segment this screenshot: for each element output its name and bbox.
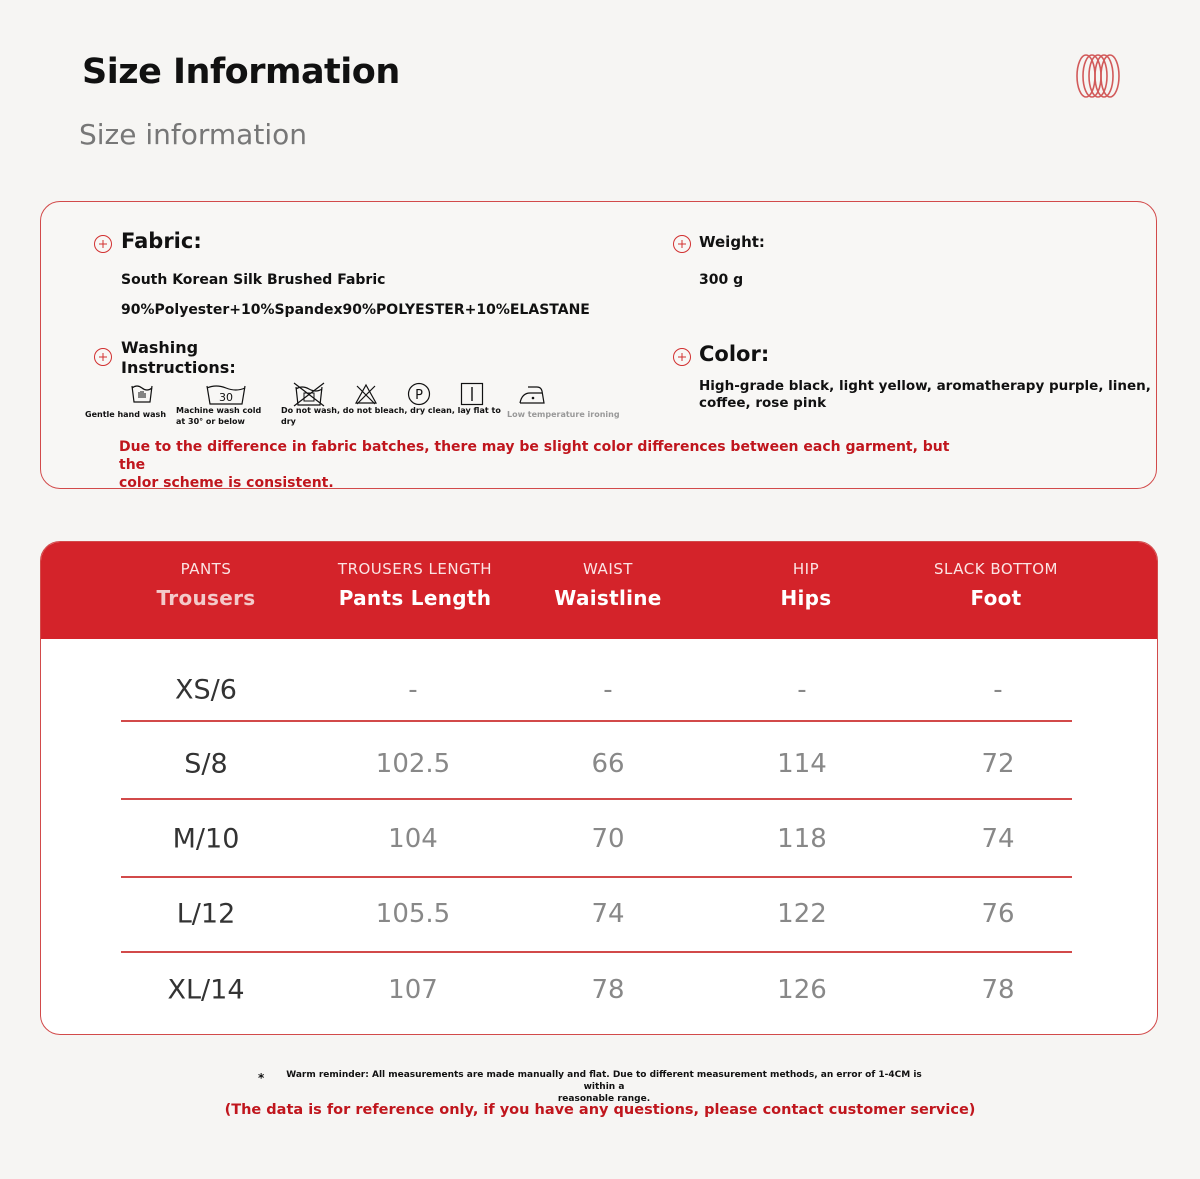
size-cell: XS/6: [175, 674, 237, 705]
page-title: Size Information: [82, 52, 400, 92]
column-header-hip: [696, 560, 916, 610]
machine-wash-caption-line2: at 30° or below: [176, 417, 245, 426]
size-cell: L/12: [176, 898, 236, 929]
color-value-line2: coffee, rose pink: [699, 395, 827, 411]
waist-cell: 74: [591, 898, 625, 929]
wash-temperature: 30: [219, 391, 233, 404]
machine-wash-caption: [176, 405, 276, 427]
dry-clean-letter: P: [415, 388, 423, 403]
plus-circle-icon: [673, 235, 691, 253]
washing-label-line1: Washing: [121, 338, 199, 357]
size-cell: XL/14: [167, 974, 245, 1005]
plus-circle-icon: [94, 348, 112, 366]
column-header-label: Pants Length: [338, 586, 492, 610]
length-cell: 102.5: [375, 748, 451, 779]
column-header-label: Waistline: [554, 586, 662, 610]
plus-circle-icon: [94, 235, 112, 253]
column-header-pants: [96, 560, 316, 610]
notice-line2: color scheme is consistent.: [119, 475, 334, 491]
weight-value: 300 g: [699, 272, 744, 288]
iron-caption: Low temperature ironing: [507, 410, 620, 419]
foot-cell: 78: [981, 974, 1015, 1005]
waist-cell: -: [603, 674, 613, 705]
column-header-waist: [498, 560, 718, 610]
hip-cell: 122: [777, 898, 827, 929]
table-row: [41, 652, 1157, 727]
foot-cell: 76: [981, 898, 1015, 929]
hip-cell: 126: [777, 974, 827, 1005]
column-header-label: Hips: [780, 586, 832, 610]
dry-clean-caption: [281, 405, 511, 427]
color-label: Color:: [699, 342, 770, 366]
foot-cell: -: [993, 674, 1003, 705]
size-table: [40, 541, 1158, 1035]
rings-logo-icon: [1074, 52, 1122, 100]
column-header-label: Trousers: [156, 586, 256, 610]
notice-line1: Due to the difference in fabric batches, there may be slight color differences between each garment, but the: [119, 439, 950, 473]
machine-wash-30-icon: [205, 382, 247, 406]
table-row: [41, 952, 1157, 1027]
length-cell: 107: [388, 974, 438, 1005]
size-cell: M/10: [172, 823, 240, 854]
do-not-bleach-icon: [354, 383, 378, 405]
washing-label: [121, 338, 236, 378]
weight-label: Weight:: [699, 233, 765, 251]
dry-clean-icon: [407, 382, 431, 406]
column-header-en: HIP: [792, 560, 820, 578]
fabric-composition: 90%Polyester+10%Spandex90%POLYESTER+10%ELASTANE: [121, 302, 590, 318]
column-header-en: PANTS: [180, 560, 232, 578]
dry-clean-caption-line1: Do not wash, do not bleach, dry clean, lay flat to: [281, 406, 501, 415]
table-row: [41, 801, 1157, 876]
column-header-label: Foot: [970, 586, 1022, 610]
size-cell: S/8: [184, 748, 228, 779]
low-temperature-iron-icon: [518, 383, 546, 405]
waist-cell: 66: [591, 748, 625, 779]
waist-cell: 78: [591, 974, 625, 1005]
table-row: [41, 726, 1157, 801]
lay-flat-dry-icon: [460, 382, 484, 406]
length-cell: 105.5: [375, 898, 451, 929]
table-row: [41, 876, 1157, 951]
column-header-length: [305, 560, 525, 610]
hip-cell: 114: [777, 748, 827, 779]
foot-cell: 74: [981, 823, 1015, 854]
measurement-reminder: [280, 1069, 928, 1105]
machine-wash-caption-line1: Machine wash cold: [176, 406, 262, 415]
foot-cell: 72: [981, 748, 1015, 779]
hand-wash-icon: [130, 382, 154, 404]
color-value: [699, 378, 1151, 412]
color-difference-notice: [119, 438, 979, 492]
column-header-foot: [886, 560, 1106, 610]
reminder-line1: Warm reminder: All measurements are made manually and flat. Due to different measurement methods, an error of 1-4CM is within a: [286, 1070, 922, 1092]
length-cell: -: [408, 674, 418, 705]
hip-cell: -: [797, 674, 807, 705]
column-header-en: SLACK BOTTOM: [934, 560, 1058, 578]
row-divider: [121, 720, 1072, 722]
length-cell: 104: [388, 823, 438, 854]
plus-circle-icon: [673, 348, 691, 366]
washing-label-line2: Instructions:: [121, 358, 236, 377]
do-not-wash-icon: [292, 381, 326, 407]
page-subtitle: Size information: [79, 118, 307, 151]
star-marker: *: [258, 1071, 265, 1085]
hand-wash-caption: Gentle hand wash: [85, 410, 167, 419]
column-header-en: WAIST: [583, 560, 633, 578]
reminder-line2: reasonable range.: [557, 1094, 651, 1104]
row-divider: [121, 798, 1072, 800]
size-table-header: [41, 542, 1157, 639]
waist-cell: 70: [591, 823, 625, 854]
dry-clean-caption-line2: dry: [281, 417, 296, 426]
contact-notice: (The data is for reference only, if you have any questions, please contact customer service): [224, 1102, 976, 1118]
product-info-card: [40, 201, 1157, 489]
column-header-en: TROUSERS LENGTH: [337, 560, 493, 578]
color-value-line1: High-grade black, light yellow, aromatherapy purple, linen,: [699, 378, 1151, 394]
hip-cell: 118: [777, 823, 827, 854]
fabric-label: Fabric:: [121, 229, 202, 253]
fabric-value: South Korean Silk Brushed Fabric: [121, 272, 386, 288]
